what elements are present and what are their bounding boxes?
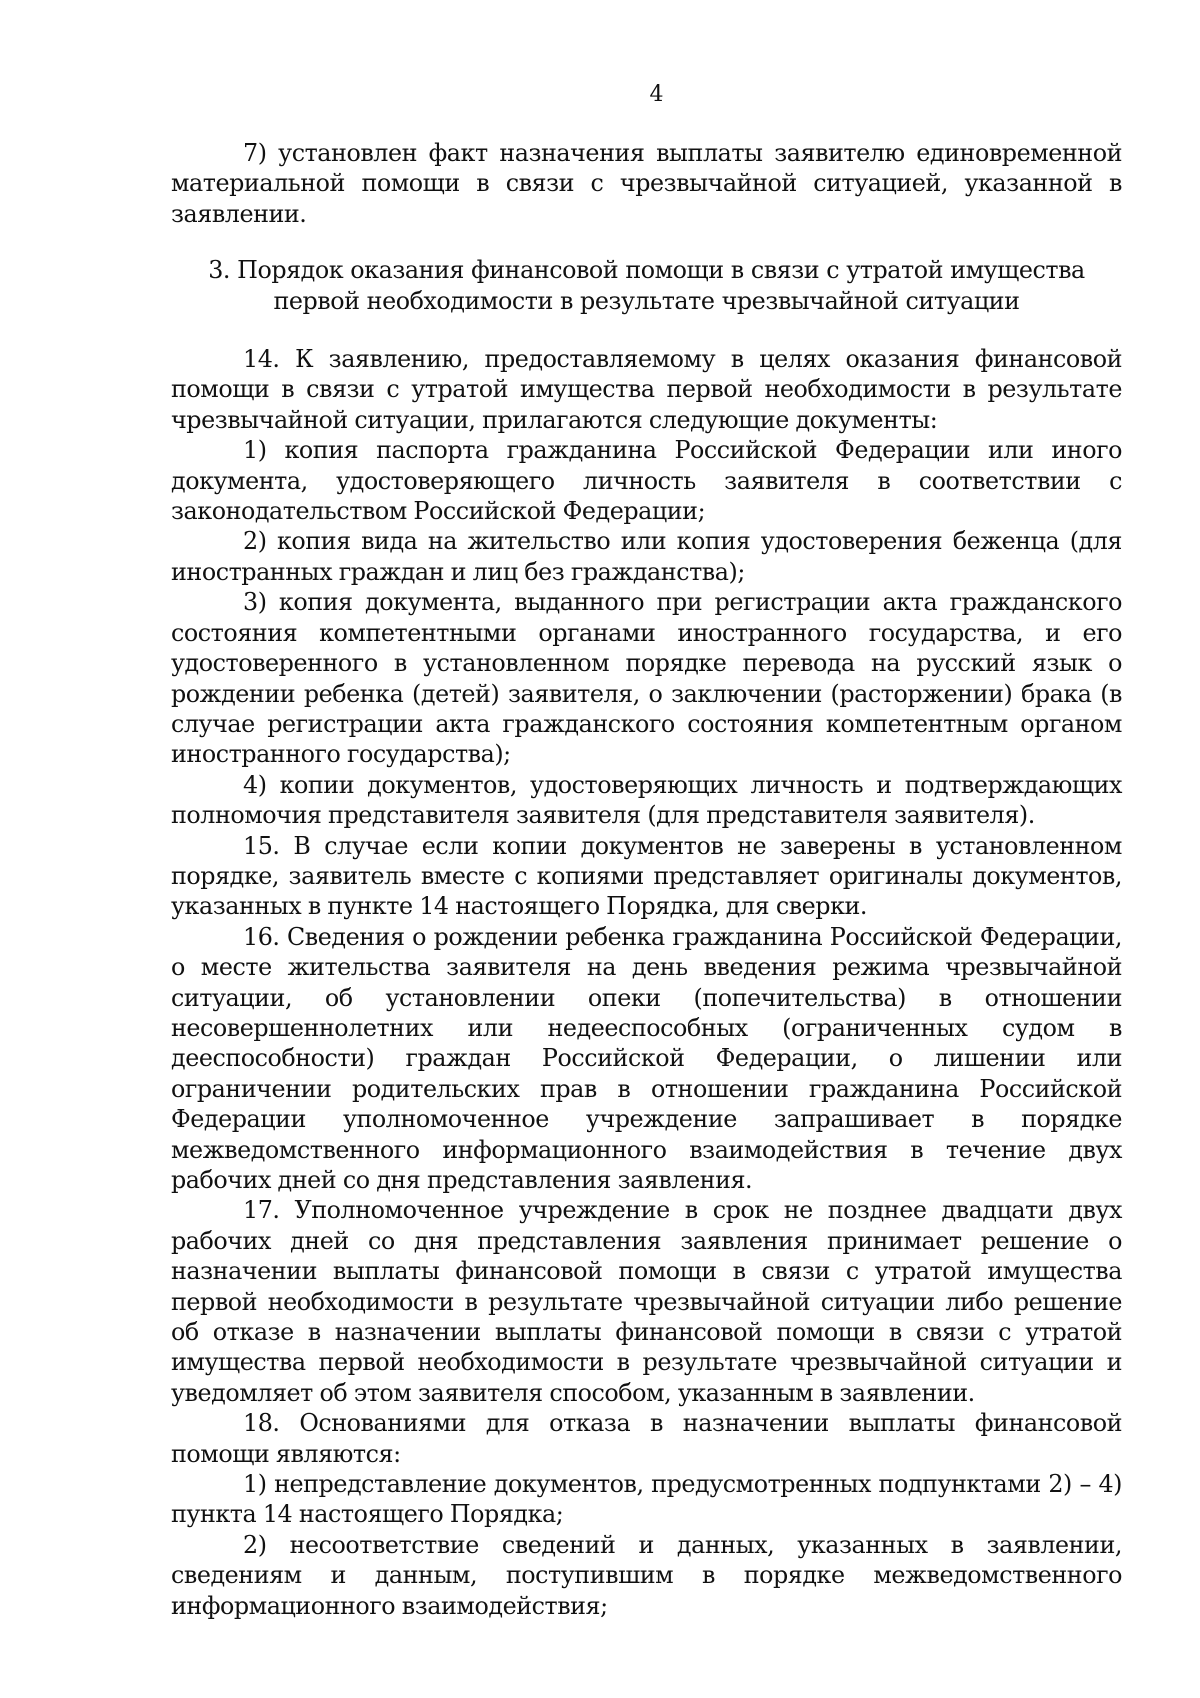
document-page — [171, 80, 1122, 1621]
paragraph-18-item-1: 1) непредставление документов, предусмотренных подпунктами 2) – 4) пункта 14 настоящего Порядка; — [171, 1470, 1122, 1529]
paragraph-17: 17. Уполномоченное учреждение в срок не позднее двадцати двух рабочих дней со дня представления заявления принимает решение о назначении выплаты финансовой помощи в связи с утратой имущества первой необходимости в результате чрезвычайной ситуации либо решение об отказе в назначении выплаты финансовой помощи в связи с утратой имущества первой необходимости в результате чрезвычайной ситуации и уведомляет об этом заявителя способом, указанным в заявлении. — [171, 1196, 1122, 1407]
paragraph-14-item-3: 3) копия документа, выданного при регистрации акта гражданского состояния компетентными органами иностранного государства, и его удостоверенного в установленном порядке перевода на русский язык о рождении ребенка (детей) заявителя, о заключении (расторжении) брака (в случае регистрации акта гражданского состояния компетентным органом иностранного государства); — [171, 588, 1122, 769]
paragraph-15: 15. В случае если копии документов не заверены в установленном порядке, заявитель вместе с копиями представляет оригиналы документов, указанных в пункте 14 настоящего Порядка, для сверки. — [171, 831, 1122, 921]
paragraph-14: 14. К заявлению, предоставляемому в целях оказания финансовой помощи в связи с утратой имущества первой необходимости в результате чрезвычайной ситуации, прилагаются следующие документы: — [171, 345, 1122, 434]
paragraph-18-item-2: 2) несоответствие сведений и данных, указанных в заявлении, сведениям и данным, поступившим в порядке межведомственного информационного взаимодействия; — [171, 1530, 1122, 1620]
page-number: 4 — [649, 82, 664, 107]
paragraph-16: 16. Сведения о рождении ребенка гражданина Российской Федерации, о месте жительства заявителя на день введения режима чрезвычайной ситуации, об установлении опеки (попечительства) в отношении несовершеннолетних или недееспособных (ограниченных судом в дееспособности) граждан Российской Федерации, о лишении или ограничении родительских прав в отношении гражданина Российской Федерации уполномоченное учреждение запрашивает в порядке межведомственного информационного взаимодействия в течение двух рабочих дней со дня представления заявления. — [171, 922, 1122, 1194]
section-title — [171, 229, 1122, 344]
section-title-line-1: 3. Порядок оказания финансовой помощи в связи с утратой имущества — [208, 256, 1085, 285]
paragraph-item-7: 7) установлен факт назначения выплаты заявителю единовременной материальной помощи в связи с чрезвычайной ситуацией, указанной в заявлении. — [171, 139, 1122, 228]
paragraph-18: 18. Основаниями для отказа в назначении выплаты финансовой помощи являются: — [171, 1409, 1122, 1468]
paragraph-14-item-1: 1) копия паспорта гражданина Российской Федерации или иного документа, удостоверяющего личность заявителя в соответствии с законодательством Российской Федерации; — [171, 436, 1122, 526]
paragraph-14-item-2: 2) копия вида на жительство или копия удостоверения беженца (для иностранных граждан и лиц без гражданства); — [171, 527, 1122, 586]
paragraph-14-item-4: 4) копии документов, удостоверяющих личность и подтверждающих полномочия представителя заявителя (для представителя заявителя). — [171, 770, 1122, 830]
section-title-line-2: первой необходимости в результате чрезвычайной ситуации — [273, 286, 1020, 315]
